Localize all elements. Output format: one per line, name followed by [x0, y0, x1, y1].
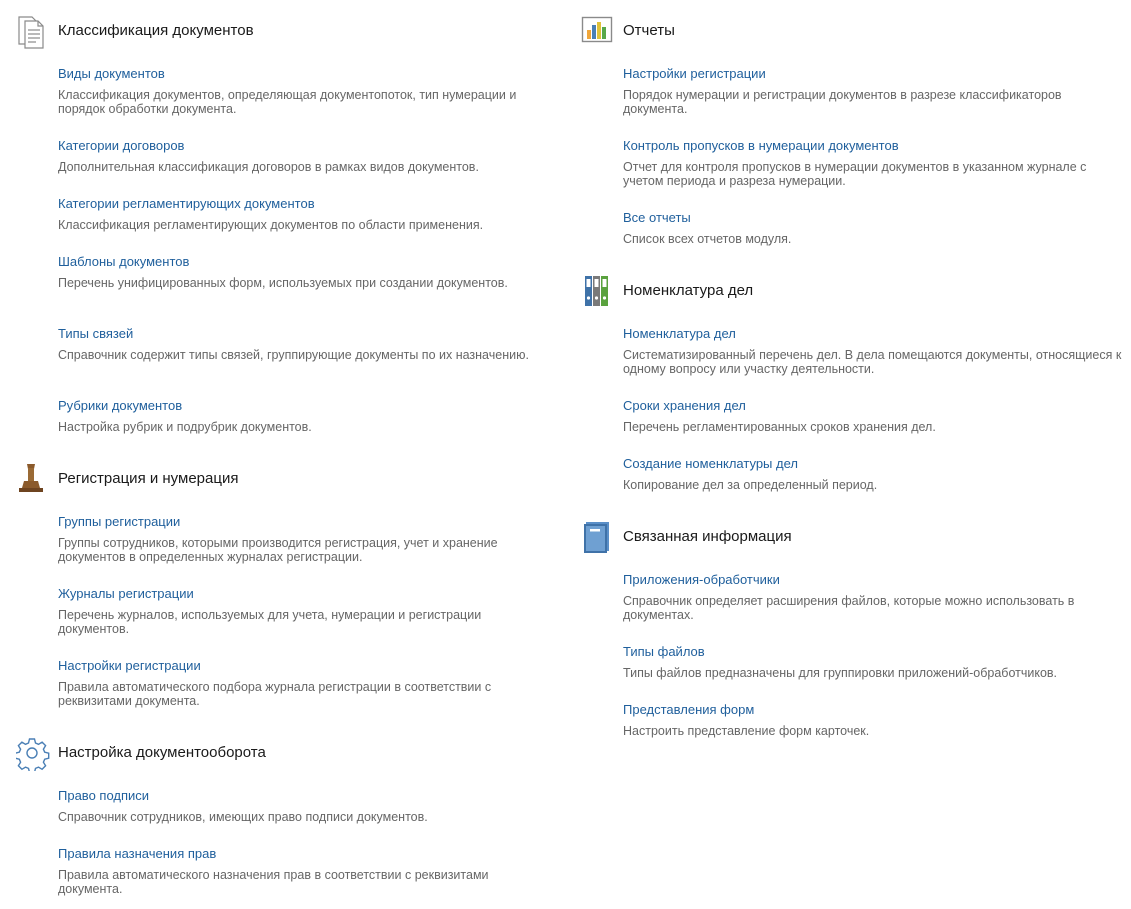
list-item: [58, 846, 548, 896]
item-description: Копирование дел за определенный период.: [623, 478, 878, 492]
list-item: [58, 788, 548, 824]
item-description: Справочник сотрудников, имеющих право подписи документов.: [58, 810, 428, 824]
item-description: Перечень регламентированных сроков хранения дел.: [623, 420, 936, 434]
link-create-case-nomenclature[interactable]: Создание номенклатуры дел: [623, 456, 798, 471]
link-document-rubrics[interactable]: Рубрики документов: [58, 398, 183, 413]
item-description: Справочник содержит типы связей, группирующие документы по их назначению.: [58, 348, 529, 362]
link-relation-types[interactable]: Типы связей: [58, 326, 134, 341]
chart-icon: [581, 15, 615, 49]
list-item: [58, 398, 548, 434]
section-title: Классификация документов: [58, 22, 254, 39]
item-description: Список всех отчетов модуля.: [623, 232, 792, 246]
link-contract-categories[interactable]: Категории договоров: [58, 138, 185, 153]
list-item: [623, 210, 1123, 246]
item-description: Группы сотрудников, которыми производится регистрация, учет и хранение документов в определенных журналах регистрации.: [58, 536, 498, 564]
link-registration-settings[interactable]: Настройки регистрации: [58, 658, 201, 673]
link-document-templates[interactable]: Шаблоны документов: [58, 254, 190, 269]
list-item: [58, 326, 548, 362]
item-description: Настройка рубрик и подрубрик документов.: [58, 420, 312, 434]
section-title: Отчеты: [623, 22, 675, 39]
item-description: Порядок нумерации и регистрации документов в разрезе классификаторов документа.: [623, 88, 1062, 116]
link-file-types[interactable]: Типы файлов: [623, 644, 705, 659]
gear-icon: [16, 737, 50, 771]
list-item: [58, 586, 548, 636]
item-description: Типы файлов предназначены для группировки приложений-обработчиков.: [623, 666, 1058, 680]
link-regulatory-document-categories[interactable]: Категории регламентирующих документов: [58, 196, 315, 211]
list-item: [58, 196, 548, 232]
item-description: Правила автоматического назначения прав в соответствии с реквизитами документа.: [58, 868, 489, 896]
link-handler-applications[interactable]: Приложения-обработчики: [623, 572, 780, 587]
item-description: Перечень унифицированных форм, используемых при создании документов.: [58, 276, 508, 290]
list-item: [58, 138, 548, 174]
list-item: [623, 572, 1123, 622]
link-all-reports[interactable]: Все отчеты: [623, 210, 691, 225]
list-item: [623, 702, 1123, 738]
item-description: Настроить представление форм карточек.: [623, 724, 870, 738]
link-registration-settings-report[interactable]: Настройки регистрации: [623, 66, 766, 81]
link-form-views[interactable]: Представления форм: [623, 702, 755, 717]
list-item: [58, 66, 548, 116]
item-description: Систематизированный перечень дел. В дела помещаются документы, относящиеся к одному вопросу или участку деятельности.: [623, 348, 1122, 376]
section-title: Номенклатура дел: [623, 282, 754, 299]
list-item: [58, 254, 548, 290]
item-description: Справочник определяет расширения файлов, которые можно использовать в документах.: [623, 594, 1075, 622]
item-description: Перечень журналов, используемых для учета, нумерации и регистрации документов.: [58, 608, 482, 636]
section-title: Настройка документооборота: [58, 744, 266, 761]
link-case-nomenclature[interactable]: Номенклатура дел: [623, 326, 736, 341]
item-description: Правила автоматического подбора журнала регистрации в соответствии с реквизитами документа.: [58, 680, 492, 708]
list-item: [58, 514, 548, 564]
section-title: Связанная информация: [623, 528, 792, 545]
list-item: [623, 456, 1123, 492]
link-signing-authority[interactable]: Право подписи: [58, 788, 150, 803]
documents-icon: [16, 15, 50, 49]
link-rights-assignment-rules[interactable]: Правила назначения прав: [58, 846, 217, 861]
list-item: [623, 398, 1123, 434]
list-item: [623, 644, 1123, 680]
link-registration-journals[interactable]: Журналы регистрации: [58, 586, 194, 601]
item-description: Отчет для контроля пропусков в нумерации документов в указанном журнале с учетом периода и разреза нумерации.: [623, 160, 1087, 188]
item-description: Классификация регламентирующих документов по области применения.: [58, 218, 484, 232]
list-item: [623, 66, 1123, 116]
book-icon: [581, 521, 615, 555]
item-description: Дополнительная классификация договоров в рамках видов документов.: [58, 160, 479, 174]
list-item: [623, 326, 1123, 376]
link-document-types[interactable]: Виды документов: [58, 66, 165, 81]
item-description: Классификация документов, определяющая документопоток, тип нумерации и порядок обработки документа.: [58, 88, 517, 116]
list-item: [58, 658, 548, 708]
link-case-retention-periods[interactable]: Сроки хранения дел: [623, 398, 746, 413]
link-registration-groups[interactable]: Группы регистрации: [58, 514, 181, 529]
list-item: [623, 138, 1123, 188]
stamp-icon: [16, 463, 50, 497]
link-numbering-gaps-control[interactable]: Контроль пропусков в нумерации документов: [623, 138, 899, 153]
binders-icon: [581, 275, 615, 309]
section-title: Регистрация и нумерация: [58, 470, 239, 487]
